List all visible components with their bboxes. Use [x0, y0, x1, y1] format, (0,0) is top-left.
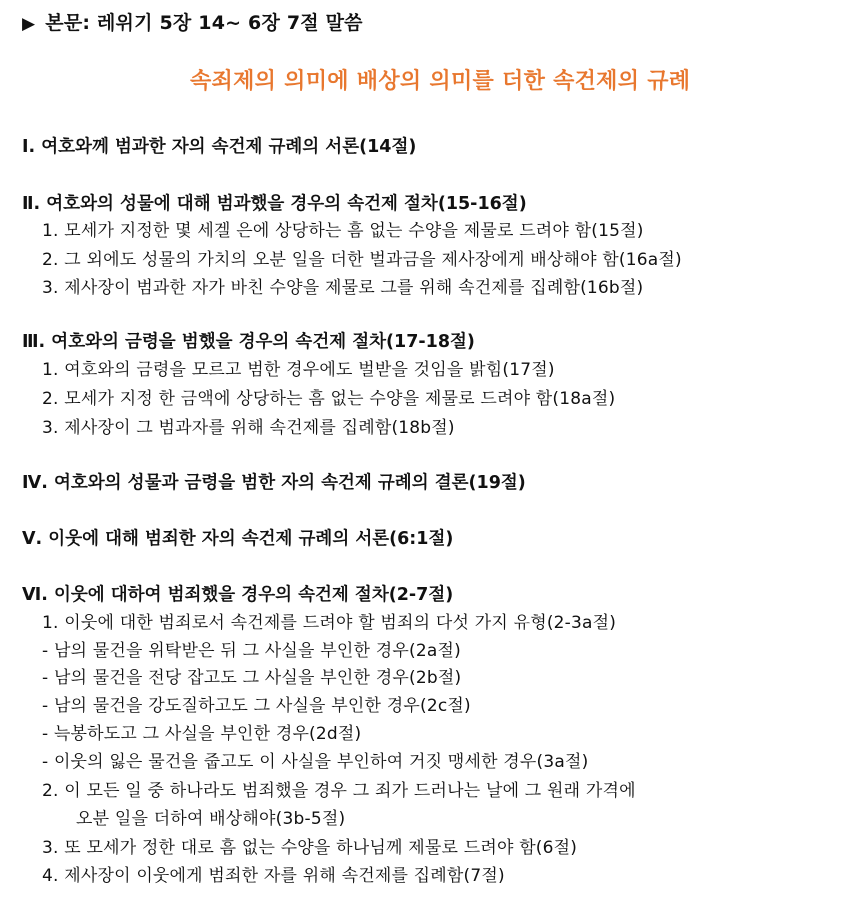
section-heading-5: Ⅴ. 이웃에 대해 범죄한 자의 속건제 규례의 서론(6:1절)	[22, 529, 454, 549]
section-heading-1: Ⅰ. 여호와께 범과한 자의 속건제 규례의 서론(14절)	[22, 137, 417, 157]
passage-header	[22, 8, 363, 35]
page-title: 속죄제의 의미에 배상의 의미를 더한 속건제의 규례	[190, 69, 691, 94]
list-item: - 남의 물건을 위탁받은 뒤 그 사실을 부인한 경우(2a절)	[42, 641, 461, 661]
list-item: - 늑봉하도고 그 사실을 부인한 경우(2d절)	[42, 724, 362, 744]
list-item: 3. 또 모세가 정한 대로 흠 없는 수양을 하나님께 제물로 드려야 함(6절)	[42, 838, 578, 858]
list-item-continuation: 오분 일을 더하여 배상해야(3b-5절)	[76, 809, 346, 829]
list-item: 2. 이 모든 일 중 하나라도 범죄했을 경우 그 죄가 드러나는 날에 그 원래 가격에	[42, 781, 636, 801]
list-item: 1. 이웃에 대한 범죄로서 속건제를 드려야 할 범죄의 다섯 가지 유형(2-3a절)	[42, 613, 617, 633]
section-heading-6: Ⅵ. 이웃에 대하여 범죄했을 경우의 속건제 절차(2-7절)	[22, 585, 454, 605]
list-item: - 이웃의 잃은 물건을 줍고도 이 사실을 부인하여 거짓 맹세한 경우(3a절)	[42, 752, 589, 772]
section-heading-3: Ⅲ. 여호와의 금령을 범했을 경우의 속건제 절차(17-18절)	[22, 332, 475, 352]
list-item: 3. 제사장이 범과한 자가 바친 수양을 제물로 그를 위해 속건제를 집례함(16b절)	[42, 278, 644, 298]
section-heading-2: Ⅱ. 여호와의 성물에 대해 범과했을 경우의 속건제 절차(15-16절)	[22, 194, 527, 214]
list-item: 3. 제사장이 그 범과자를 위해 속건제를 집례함(18b절)	[42, 418, 455, 438]
list-item: 4. 제사장이 이웃에게 범죄한 자를 위해 속건제를 집례함(7절)	[42, 866, 505, 886]
section-heading-4: Ⅳ. 여호와의 성물과 금령을 범한 자의 속건제 규례의 결론(19절)	[22, 473, 526, 493]
list-item: 1. 여호와의 금령을 모르고 범한 경우에도 벌받을 것임을 밝힘(17절)	[42, 360, 555, 380]
passage-reference: 본문: 레위기 5장 14~ 6장 7절 말씀	[45, 12, 363, 34]
list-item: - 남의 물건을 전당 잡고도 그 사실을 부인한 경우(2b절)	[42, 668, 462, 688]
list-item: - 남의 물건을 강도질하고도 그 사실을 부인한 경우(2c절)	[42, 696, 471, 716]
list-item: 2. 모세가 지정 한 금액에 상당하는 흠 없는 수양을 제물로 드려야 함(18a절)	[42, 389, 616, 409]
list-item: 1. 모세가 지정한 몇 세겔 은에 상당하는 흠 없는 수양을 제물로 드려야 함(15절)	[42, 221, 644, 241]
triangle-bullet-icon: ▶	[22, 14, 36, 34]
list-item: 2. 그 외에도 성물의 가치의 오분 일을 더한 벌과금을 제사장에게 배상해야 함(16a절)	[42, 250, 682, 270]
